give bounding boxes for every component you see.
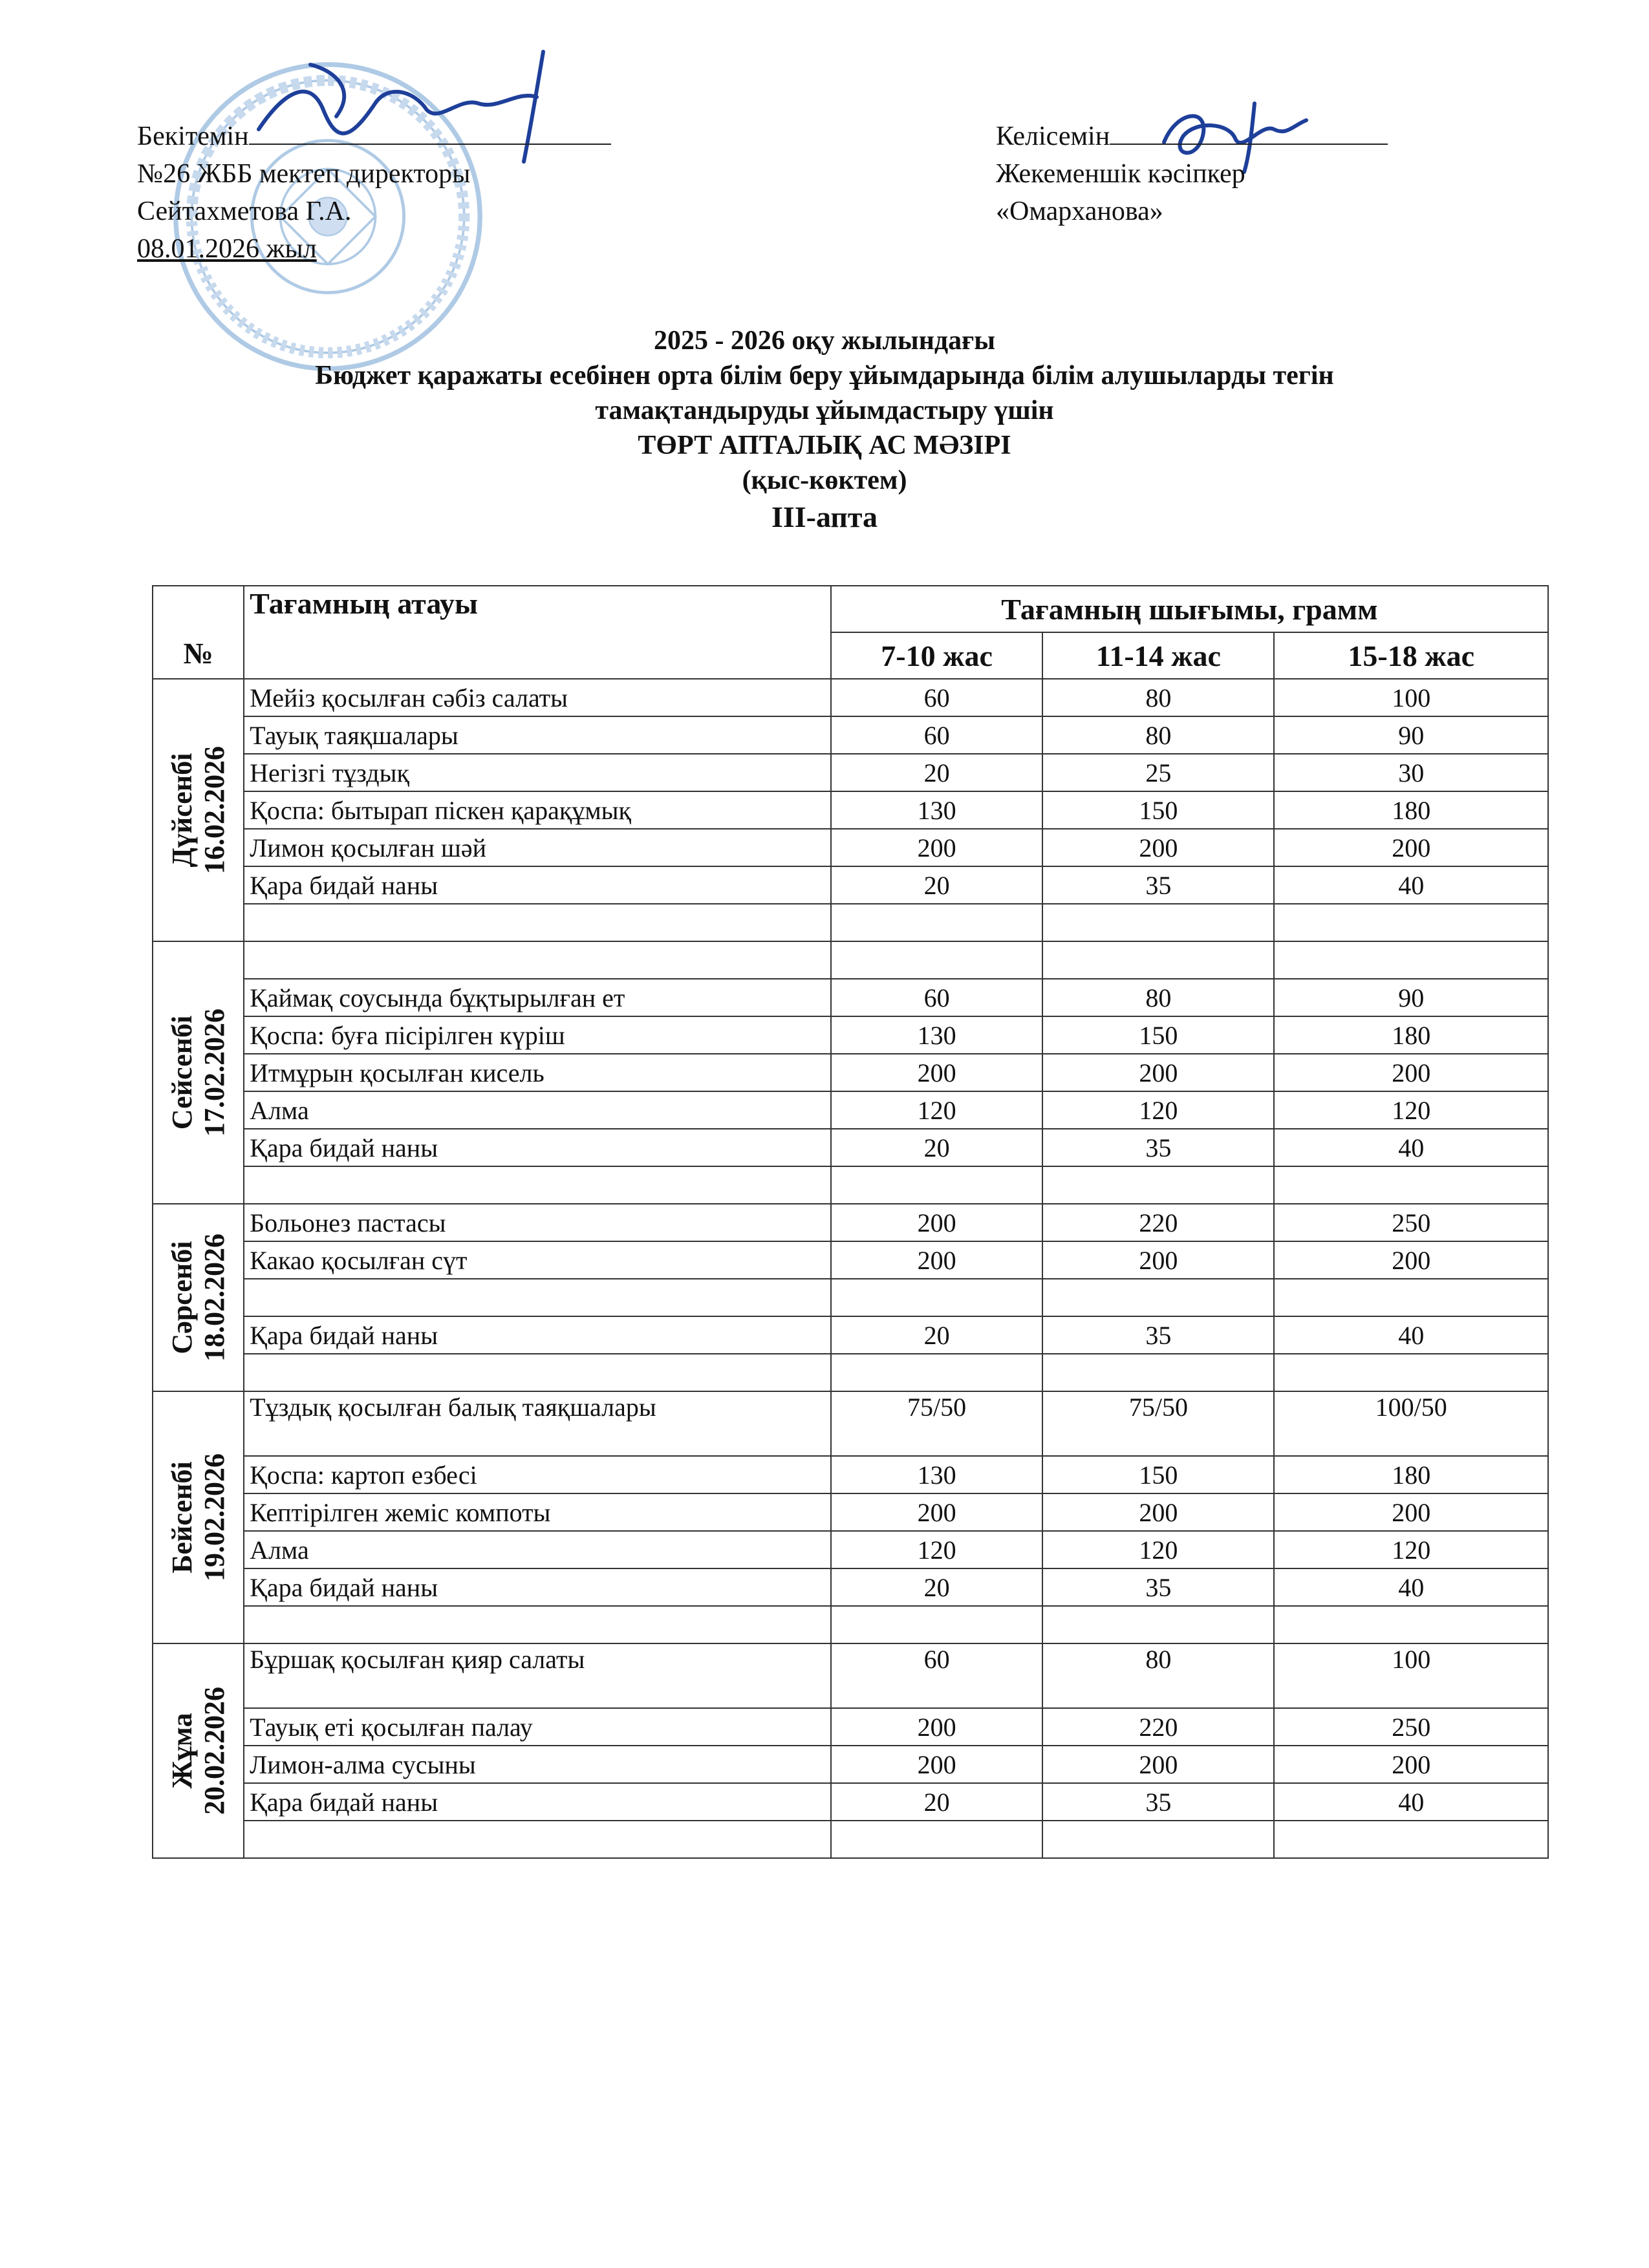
empty-cell: [244, 1354, 831, 1391]
portion-7-10-cell: 200: [831, 1746, 1043, 1783]
portion-7-10-cell: 130: [831, 1016, 1043, 1054]
day-date: 20.02.2026: [198, 1687, 230, 1815]
empty-cell: [831, 1166, 1043, 1204]
table-row: [153, 1091, 1548, 1129]
portion-11-14-cell: 220: [1042, 1204, 1274, 1241]
dish-name-cell: Қара бидай наны: [244, 1129, 831, 1166]
portion-11-14-cell: 80: [1042, 1643, 1274, 1708]
day-label: [166, 1234, 231, 1362]
portion-7-10-cell: 20: [831, 1783, 1043, 1821]
empty-cell: [1274, 1354, 1548, 1391]
portion-11-14-cell: 35: [1042, 1783, 1274, 1821]
day-cell: [153, 941, 244, 1204]
empty-cell: [1274, 904, 1548, 941]
dish-name-cell: Қоспа: буға пісірілген күріш: [244, 1016, 831, 1054]
portion-15-18-cell: 200: [1274, 1054, 1548, 1091]
portion-11-14-cell: 150: [1042, 1016, 1274, 1054]
portion-15-18-cell: 100: [1274, 1643, 1548, 1708]
portion-11-14-cell: 80: [1042, 716, 1274, 754]
day-label: [166, 1687, 231, 1815]
empty-row: [153, 1279, 1548, 1316]
dish-name-cell: Қара бидай наны: [244, 1783, 831, 1821]
approval-date: 08.01.2026 жыл: [137, 234, 317, 264]
empty-cell: [1042, 1166, 1274, 1204]
empty-cell: [244, 904, 831, 941]
dish-name-cell: Больонез пастасы: [244, 1204, 831, 1241]
portion-15-18-cell: 100: [1274, 679, 1548, 716]
day-name: Дүйсенбі: [166, 753, 198, 868]
dish-name-cell: Бұршақ қосылған қияр салаты: [244, 1643, 831, 1708]
empty-cell: [1274, 1166, 1548, 1204]
table-row: [153, 716, 1548, 754]
portion-7-10-cell: 200: [831, 1493, 1043, 1531]
portion-11-14-cell: 200: [1042, 1241, 1274, 1279]
portion-15-18-cell: 200: [1274, 1241, 1548, 1279]
signature-line: [249, 118, 611, 145]
portion-7-10-cell: 60: [831, 679, 1043, 716]
portion-7-10-cell: 60: [831, 1643, 1043, 1708]
table-row: [153, 1316, 1548, 1354]
portion-7-10-cell: 200: [831, 829, 1043, 866]
empty-cell: [1274, 941, 1548, 979]
empty-cell: [831, 1354, 1043, 1391]
entrepreneur-position: Жекеменшік кәсіпкер: [996, 159, 1245, 189]
dish-name-cell: Қаймақ соусында бұқтырылған ет: [244, 979, 831, 1016]
empty-cell: [1042, 941, 1274, 979]
day-date: 19.02.2026: [198, 1453, 230, 1581]
portion-15-18-cell: 100/50: [1274, 1391, 1548, 1456]
portion-7-10-cell: 60: [831, 979, 1043, 1016]
portion-7-10-cell: 60: [831, 716, 1043, 754]
day-date: 17.02.2026: [198, 1009, 230, 1137]
dish-name-cell: Қара бидай наны: [244, 1568, 831, 1606]
empty-row: [153, 1166, 1548, 1204]
table-row: [153, 1054, 1548, 1091]
dish-name-cell: Қоспа: бытырап піскен қарақұмық: [244, 791, 831, 829]
portion-7-10-cell: 20: [831, 1316, 1043, 1354]
day-name: Жұма: [166, 1713, 198, 1789]
portion-11-14-cell: 120: [1042, 1531, 1274, 1568]
empty-cell: [1042, 1279, 1274, 1316]
dish-name-cell: Негізгі тұздық: [244, 754, 831, 791]
dish-name-cell: Тұздық қосылған балық таяқшалары: [244, 1391, 831, 1456]
day-label: [166, 1009, 231, 1137]
portion-15-18-cell: 90: [1274, 716, 1548, 754]
empty-cell: [1274, 1279, 1548, 1316]
empty-cell: [831, 904, 1043, 941]
day-label: [166, 746, 231, 874]
empty-cell: [831, 1821, 1043, 1858]
portion-7-10-cell: 120: [831, 1091, 1043, 1129]
table-row: [153, 679, 1548, 716]
approve-label: Бекітемін: [137, 122, 249, 151]
agree-line: [996, 118, 1388, 155]
title-line-2: Бюджет қаражаты есебінен орта білім беру ұйымдарында білім алушыларды тегін: [315, 361, 1334, 390]
portion-15-18-cell: 180: [1274, 1016, 1548, 1054]
portion-7-10-cell: 20: [831, 1568, 1043, 1606]
title-line-5: (қыс-көктем): [742, 465, 907, 495]
empty-cell: [831, 941, 1043, 979]
portion-7-10-cell: 130: [831, 1456, 1043, 1493]
portion-7-10-cell: 20: [831, 866, 1043, 904]
dish-name-cell: Мейіз қосылған сәбіз салаты: [244, 679, 831, 716]
table-row: [153, 1568, 1548, 1606]
day-cell: [153, 679, 244, 941]
portion-7-10-cell: 200: [831, 1204, 1043, 1241]
portion-7-10-cell: 120: [831, 1531, 1043, 1568]
dish-name-cell: Лимон-алма сусыны: [244, 1746, 831, 1783]
portion-11-14-cell: 220: [1042, 1708, 1274, 1746]
table-row: [153, 1531, 1548, 1568]
table-row: [153, 1129, 1548, 1166]
portion-15-18-cell: 30: [1274, 754, 1548, 791]
portion-15-18-cell: 200: [1274, 829, 1548, 866]
dish-name-cell: Қоспа: картоп езбесі: [244, 1456, 831, 1493]
dish-name-cell: Кептірілген жеміс компоты: [244, 1493, 831, 1531]
portion-15-18-cell: 40: [1274, 1783, 1548, 1821]
table-row: [153, 829, 1548, 866]
portion-11-14-cell: 25: [1042, 754, 1274, 791]
portion-15-18-cell: 120: [1274, 1091, 1548, 1129]
portion-15-18-cell: 250: [1274, 1708, 1548, 1746]
week-label: ІІІ-апта: [771, 500, 878, 533]
agreement-block: [996, 118, 1388, 230]
dish-name-cell: Лимон қосылған шәй: [244, 829, 831, 866]
empty-cell: [244, 1166, 831, 1204]
entrepreneur-name: «Омарханова»: [996, 197, 1163, 226]
table-row: [153, 791, 1548, 829]
empty-cell: [1274, 1606, 1548, 1643]
table-row: [153, 1241, 1548, 1279]
day-label: [166, 1453, 231, 1581]
header-age-15-18: 15-18 жас: [1274, 632, 1548, 679]
dish-name-cell: Тауық таяқшалары: [244, 716, 831, 754]
title-line-3: тамақтандыруды ұйымдастыру үшін: [595, 396, 1054, 425]
dish-name-cell: Қара бидай наны: [244, 866, 831, 904]
table-row: [153, 754, 1548, 791]
portion-11-14-cell: 200: [1042, 829, 1274, 866]
portion-15-18-cell: 180: [1274, 791, 1548, 829]
portion-7-10-cell: 200: [831, 1708, 1043, 1746]
signature-line: [1110, 118, 1388, 145]
empty-cell: [1274, 1821, 1548, 1858]
day-cell: [153, 1204, 244, 1391]
portion-15-18-cell: 200: [1274, 1746, 1548, 1783]
portion-15-18-cell: 200: [1274, 1493, 1548, 1531]
dish-name-cell: Итмұрын қосылған кисель: [244, 1054, 831, 1091]
portion-11-14-cell: 150: [1042, 791, 1274, 829]
table-row: [153, 979, 1548, 1016]
empty-row: [153, 1606, 1548, 1643]
empty-cell: [244, 1821, 831, 1858]
table-row: [153, 1456, 1548, 1493]
portion-11-14-cell: 35: [1042, 866, 1274, 904]
portion-15-18-cell: 40: [1274, 1129, 1548, 1166]
document-title: [0, 323, 1649, 537]
empty-cell: [1042, 904, 1274, 941]
header-dish-name: Тағамның атауы: [244, 586, 831, 679]
empty-cell: [831, 1279, 1043, 1316]
director-name: Сейтахметова Г.А.: [137, 197, 352, 226]
dish-name-cell: Тауық еті қосылған палау: [244, 1708, 831, 1746]
empty-row: [153, 1354, 1548, 1391]
table-row: [153, 1493, 1548, 1531]
header-no: №: [153, 586, 244, 679]
empty-cell: [831, 1606, 1043, 1643]
agree-label: Келісемін: [996, 122, 1110, 151]
table-row: [153, 866, 1548, 904]
portion-7-10-cell: 20: [831, 1129, 1043, 1166]
dish-name-cell: Қара бидай наны: [244, 1316, 831, 1354]
day-date: 18.02.2026: [198, 1234, 230, 1362]
empty-cell: [244, 1606, 831, 1643]
director-position: №26 ЖББ мектеп директоры: [137, 159, 471, 189]
portion-7-10-cell: 130: [831, 791, 1043, 829]
portion-11-14-cell: 35: [1042, 1568, 1274, 1606]
empty-cell: [1042, 1821, 1274, 1858]
table-row: [153, 1643, 1548, 1708]
portion-7-10-cell: 200: [831, 1054, 1043, 1091]
portion-7-10-cell: 200: [831, 1241, 1043, 1279]
empty-row: [153, 941, 1548, 979]
portion-15-18-cell: 40: [1274, 1568, 1548, 1606]
header-age-7-10: 7-10 жас: [831, 632, 1043, 679]
portion-15-18-cell: 120: [1274, 1531, 1548, 1568]
dish-name-cell: Алма: [244, 1531, 831, 1568]
portion-11-14-cell: 80: [1042, 679, 1274, 716]
day-name: Бейсенбі: [166, 1461, 198, 1574]
empty-row: [153, 1821, 1548, 1858]
day-cell: [153, 1391, 244, 1643]
empty-cell: [244, 941, 831, 979]
portion-15-18-cell: 40: [1274, 1316, 1548, 1354]
table-row: [153, 1204, 1548, 1241]
menu-table: [152, 585, 1549, 1859]
day-name: Сейсенбі: [166, 1015, 198, 1130]
portion-11-14-cell: 200: [1042, 1054, 1274, 1091]
menu-body: [153, 679, 1548, 1858]
empty-cell: [244, 1279, 831, 1316]
table-row: [153, 1016, 1548, 1054]
title-line-4: ТӨРТ АПТАЛЫҚ АС МӘЗІРІ: [638, 431, 1011, 460]
day-date: 16.02.2026: [198, 746, 230, 874]
day-cell: [153, 1643, 244, 1858]
portion-11-14-cell: 150: [1042, 1456, 1274, 1493]
portion-11-14-cell: 35: [1042, 1316, 1274, 1354]
dish-name-cell: Какао қосылған сүт: [244, 1241, 831, 1279]
portion-11-14-cell: 35: [1042, 1129, 1274, 1166]
portion-11-14-cell: 200: [1042, 1746, 1274, 1783]
day-name: Сәрсенбі: [166, 1241, 198, 1354]
title-line-1: 2025 - 2026 оқу жылындағы: [653, 326, 996, 356]
portion-11-14-cell: 75/50: [1042, 1391, 1274, 1456]
portion-15-18-cell: 180: [1274, 1456, 1548, 1493]
portion-15-18-cell: 90: [1274, 979, 1548, 1016]
portion-15-18-cell: 40: [1274, 866, 1548, 904]
table-row: [153, 1783, 1548, 1821]
header-age-11-14: 11-14 жас: [1042, 632, 1274, 679]
approval-block: [137, 118, 611, 268]
portion-11-14-cell: 80: [1042, 979, 1274, 1016]
portion-15-18-cell: 250: [1274, 1204, 1548, 1241]
empty-cell: [1042, 1606, 1274, 1643]
portion-7-10-cell: 20: [831, 754, 1043, 791]
empty-row: [153, 904, 1548, 941]
portion-7-10-cell: 75/50: [831, 1391, 1043, 1456]
table-row: [153, 1746, 1548, 1783]
portion-11-14-cell: 120: [1042, 1091, 1274, 1129]
dish-name-cell: Алма: [244, 1091, 831, 1129]
portion-11-14-cell: 200: [1042, 1493, 1274, 1531]
header-output: Тағамның шығымы, грамм: [831, 586, 1548, 632]
table-row: [153, 1391, 1548, 1456]
empty-cell: [1042, 1354, 1274, 1391]
approve-line: [137, 118, 611, 155]
table-row: [153, 1708, 1548, 1746]
